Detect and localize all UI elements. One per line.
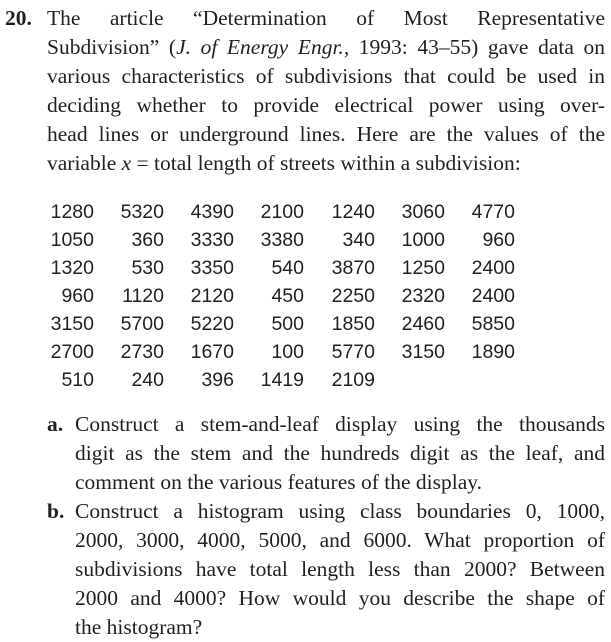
data-value <box>445 366 515 394</box>
table-row <box>47 254 515 282</box>
data-value: 360 <box>131 228 164 251</box>
intro-line-4: deciding whether to provide electrical power using over- <box>47 93 605 117</box>
data-value: 530 <box>131 256 164 279</box>
data-value: 1000 <box>401 228 445 251</box>
data-value: 3150 <box>401 340 445 363</box>
data-value: 396 <box>201 368 234 391</box>
data-value: 510 <box>61 368 94 391</box>
intro-line-3: various characteristics of subdivisions that could be used in <box>47 64 605 88</box>
data-value: 2460 <box>401 312 445 335</box>
part-b-text <box>75 497 605 642</box>
variable-x: x <box>121 151 132 175</box>
part-a-line: comment on the various features of the display. <box>75 470 482 494</box>
table-row <box>47 198 515 226</box>
data-value: 4770 <box>471 200 515 223</box>
table-row <box>47 366 515 394</box>
data-value: 1320 <box>50 256 94 279</box>
data-value: 1850 <box>331 312 375 335</box>
data-value: 3380 <box>260 228 304 251</box>
intro-line-6: variable x = total length of streets within a subdivision: <box>47 151 521 175</box>
data-value: 1050 <box>50 228 94 251</box>
data-value: 340 <box>342 228 375 251</box>
table-row <box>47 338 515 366</box>
data-value: 5770 <box>331 340 375 363</box>
street-length-data-table <box>47 198 515 394</box>
table-row <box>47 226 515 254</box>
table-row <box>47 282 515 310</box>
data-value: 2700 <box>50 340 94 363</box>
data-value: 2400 <box>471 284 515 307</box>
data-value: 2730 <box>120 340 164 363</box>
data-value: 100 <box>271 340 304 363</box>
problem-number: 20. <box>5 6 32 30</box>
part-b-line: 2000, 3000, 4000, 5000, and 6000. What proportion of <box>75 528 605 552</box>
data-value: 450 <box>271 284 304 307</box>
part-a-line: digit as the stem and the hundreds digit as the leaf, and <box>75 441 605 465</box>
data-value: 1280 <box>50 200 94 223</box>
part-b-label: b. <box>47 499 65 523</box>
data-value: 2320 <box>401 284 445 307</box>
data-value: 5850 <box>471 312 515 335</box>
data-value: 960 <box>482 228 515 251</box>
data-value: 1120 <box>122 284 164 307</box>
data-value: 5700 <box>120 312 164 335</box>
part-b-line: subdivisions have total length less than 2000? Between <box>75 557 605 581</box>
data-value: 1670 <box>190 340 234 363</box>
data-value: 2109 <box>331 368 375 391</box>
data-value: 240 <box>131 368 164 391</box>
data-value: 960 <box>61 284 94 307</box>
intro-line-2: Subdivision” (J. of Energy Engr., 1993: 43–55) gave data on <box>47 35 606 59</box>
data-value: 3060 <box>401 200 445 223</box>
intro-line-5: head lines or underground lines. Here are the values of the <box>47 122 605 146</box>
part-b-line: the histogram? <box>75 615 203 639</box>
data-value: 500 <box>271 312 304 335</box>
journal-name: J. of Energy Engr. <box>176 35 344 59</box>
data-value: 4390 <box>190 200 234 223</box>
part-b-line: 2000 and 4000? How would you describe the shape of <box>75 586 605 610</box>
data-value <box>375 366 445 394</box>
data-value: 540 <box>271 256 304 279</box>
part-a-text <box>75 410 605 497</box>
data-value: 1240 <box>331 200 375 223</box>
data-value: 1890 <box>471 340 515 363</box>
part-b-line: Construct a histogram using class boundaries 0, 1000, <box>75 499 605 523</box>
data-value: 2250 <box>331 284 375 307</box>
data-value: 3350 <box>190 256 234 279</box>
table-row <box>47 310 515 338</box>
data-value: 2400 <box>471 256 515 279</box>
data-value: 5320 <box>120 200 164 223</box>
data-value: 2100 <box>260 200 304 223</box>
data-value: 3330 <box>190 228 234 251</box>
part-a-label: a. <box>47 412 64 436</box>
data-value: 1250 <box>401 256 445 279</box>
data-value: 2120 <box>190 284 234 307</box>
part-a-line: Construct a stem-and-leaf display using the thousands <box>75 412 605 436</box>
intro-line-1: The article “Determination of Most Representative <box>47 6 605 30</box>
data-value: 5220 <box>190 312 234 335</box>
problem-intro <box>47 4 605 178</box>
data-value: 3150 <box>50 312 94 335</box>
data-value: 3870 <box>331 256 375 279</box>
data-value: 1419 <box>260 368 304 391</box>
